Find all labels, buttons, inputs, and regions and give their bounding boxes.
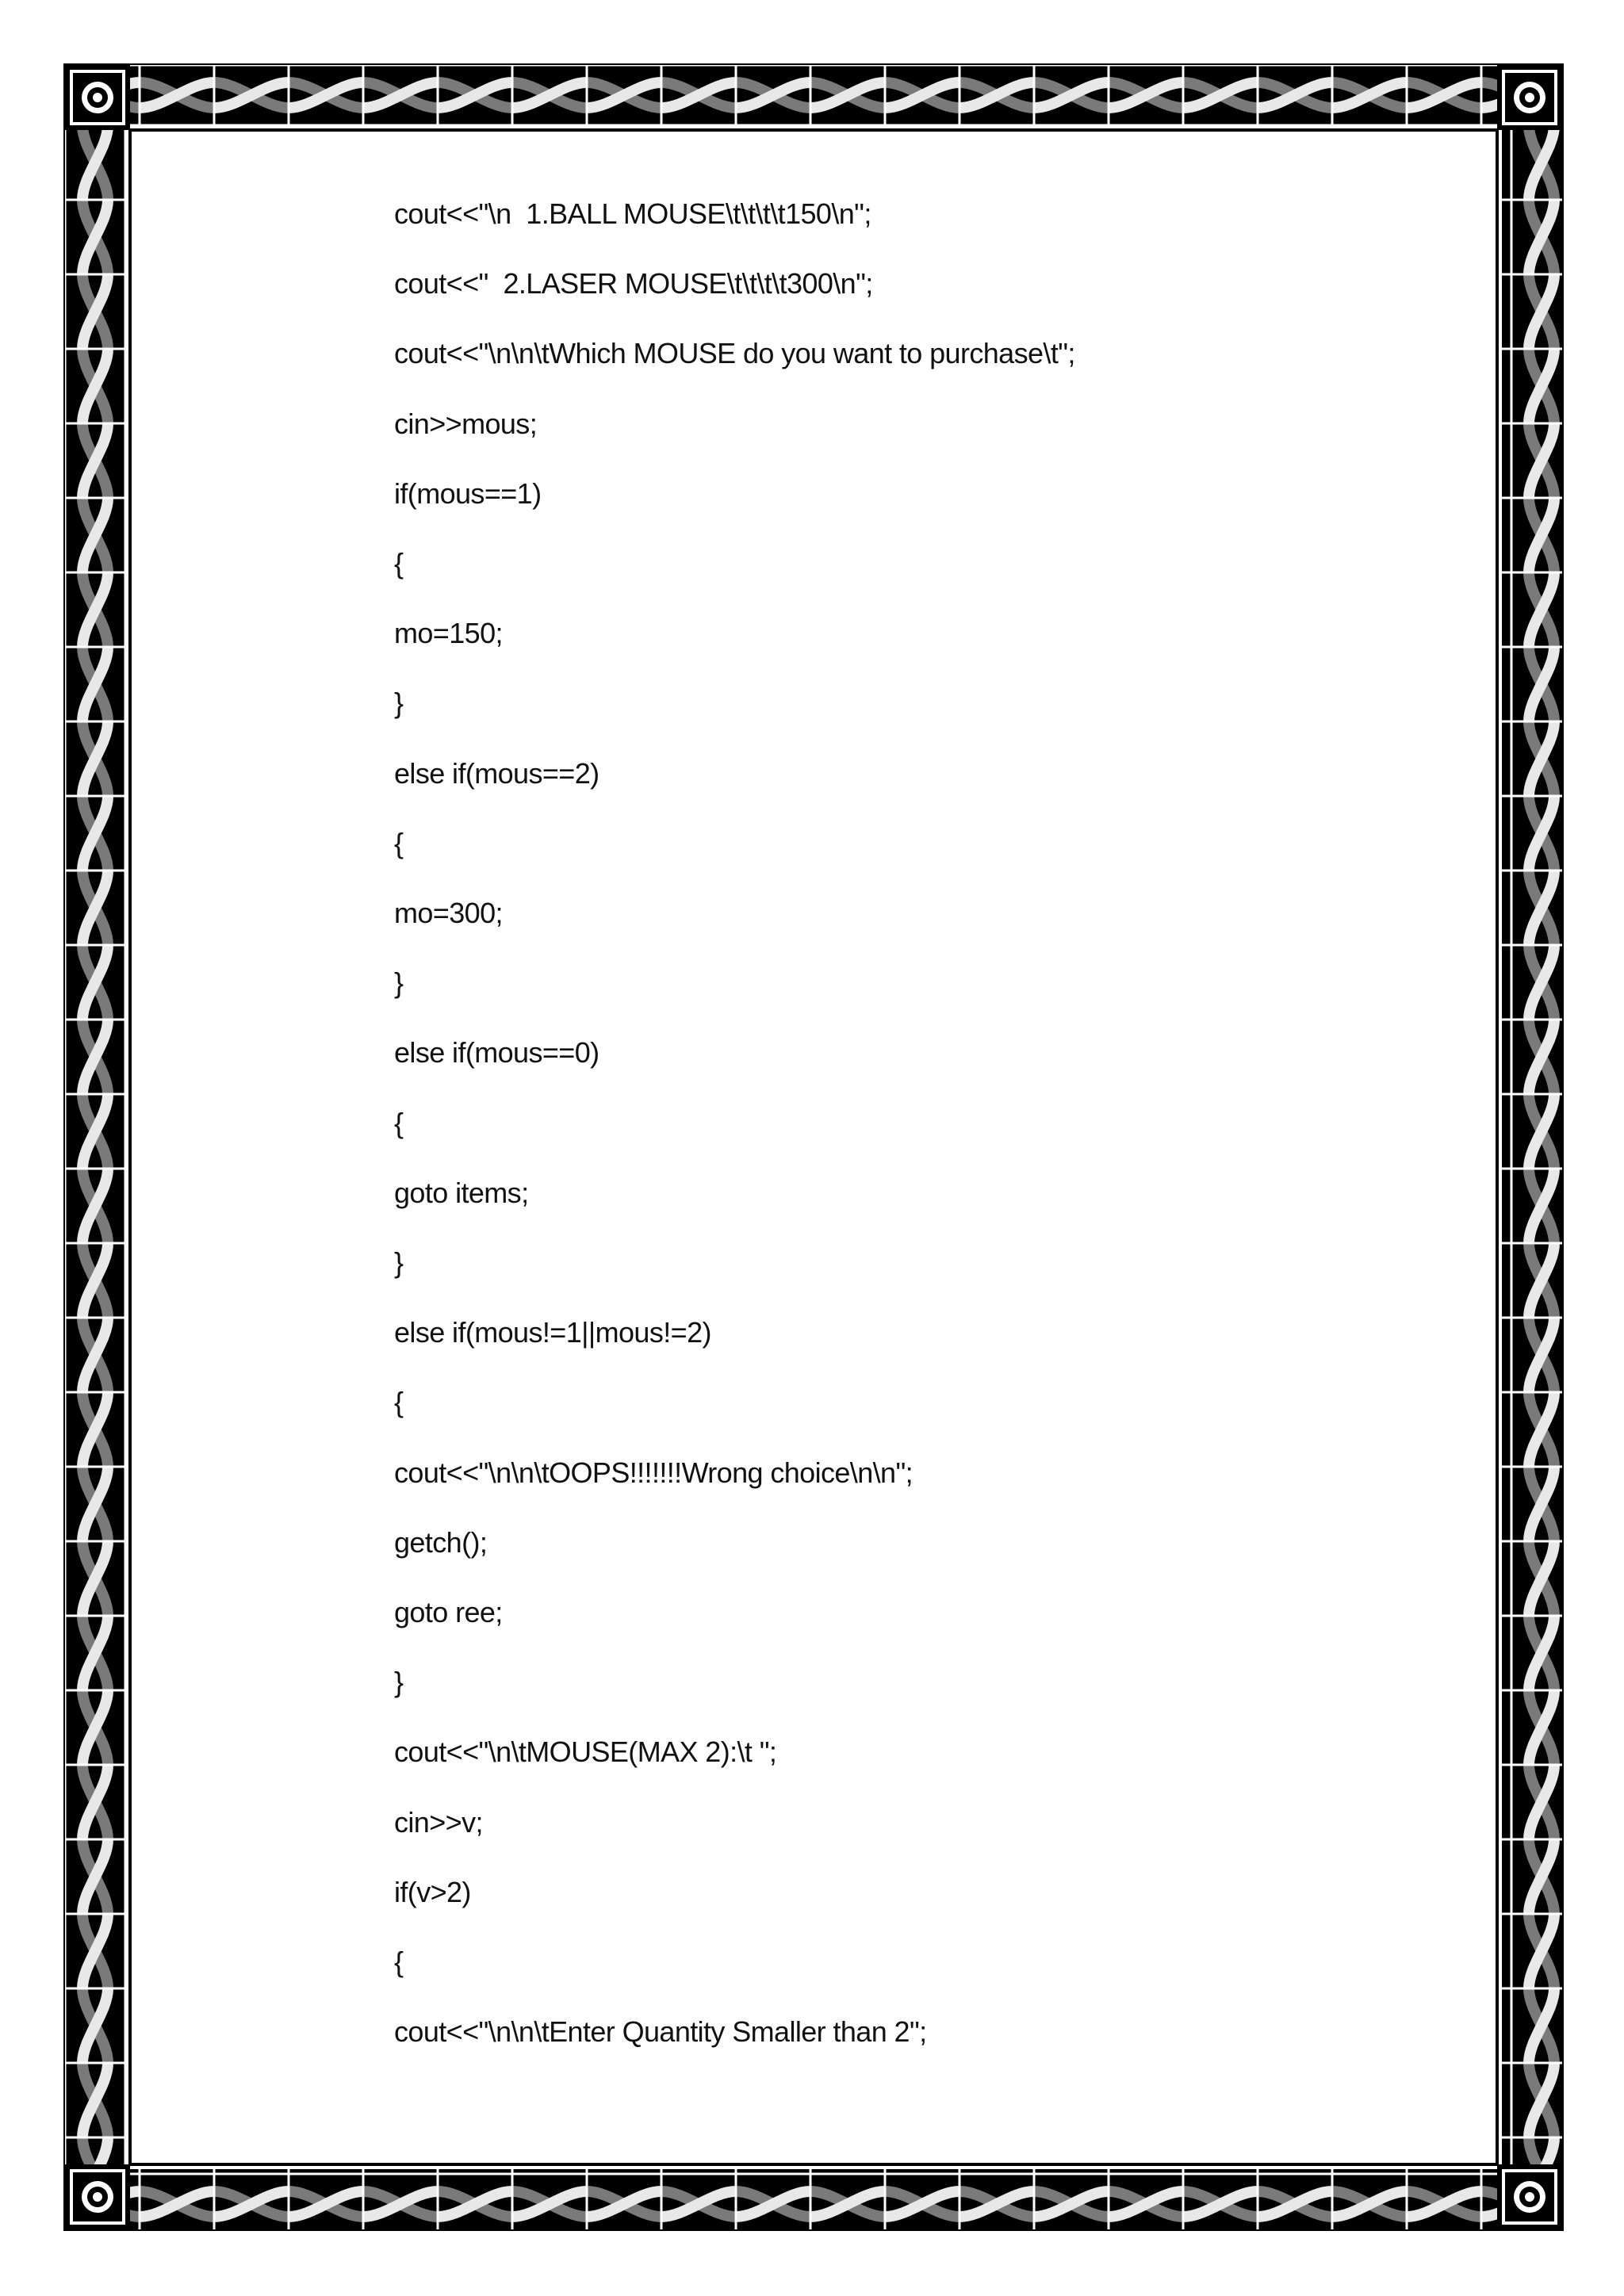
code-line: cin>>mous; <box>394 407 538 440</box>
border-inner-line <box>130 130 1497 2164</box>
border-top <box>130 65 1497 125</box>
code-line: { <box>394 826 404 859</box>
code-line: goto ree; <box>394 1596 503 1628</box>
code-line: mo=300; <box>394 897 503 929</box>
code-line: } <box>394 687 404 720</box>
code-line: cout<<"\n\n\tEnter Quantity Smaller than 2"; <box>394 2015 927 2049</box>
code-line: } <box>394 1246 404 1279</box>
corner-ornament-top-left <box>65 65 130 130</box>
code-line: else if(mous==2) <box>394 756 599 790</box>
code-line: } <box>394 966 404 1000</box>
code-line: { <box>394 547 404 580</box>
code-line: mo=150; <box>394 617 503 650</box>
code-line: cout<<" 2.LASER MOUSE\t\t\t\t300\n"; <box>394 267 873 300</box>
border-left <box>65 130 125 2164</box>
code-line: cin>>v; <box>394 1805 483 1839</box>
code-line: { <box>394 1106 404 1139</box>
corner-ornament-bottom-left <box>65 2164 130 2229</box>
code-line: if(v>2) <box>394 1875 471 1908</box>
border-bottom <box>130 2169 1497 2229</box>
code-line: cout<<"\n 1.BALL MOUSE\t\t\t\t150\n"; <box>394 197 871 230</box>
code-line: cout<<"\n\n\tOOPS!!!!!!!Wrong choice\n\n"; <box>394 1456 914 1489</box>
code-line: { <box>394 1946 404 1978</box>
code-line: { <box>394 1386 404 1419</box>
code-line: cout<<"\n\tMOUSE(MAX 2):\t "; <box>394 1735 777 1769</box>
corner-ornament-top-right <box>1497 65 1562 130</box>
border-right <box>1502 130 1562 2164</box>
code-line: cout<<"\n\n\tWhich MOUSE do you want to purchase\t"; <box>394 337 1075 370</box>
code-line: if(mous==1) <box>394 476 542 510</box>
code-line: getch(); <box>394 1525 488 1559</box>
code-line: else if(mous==0) <box>394 1036 599 1070</box>
code-line: goto items; <box>394 1176 529 1209</box>
corner-ornament-bottom-right <box>1497 2164 1562 2229</box>
code-line: } <box>394 1666 404 1699</box>
code-line: else if(mous!=1||mous!=2) <box>394 1316 711 1349</box>
